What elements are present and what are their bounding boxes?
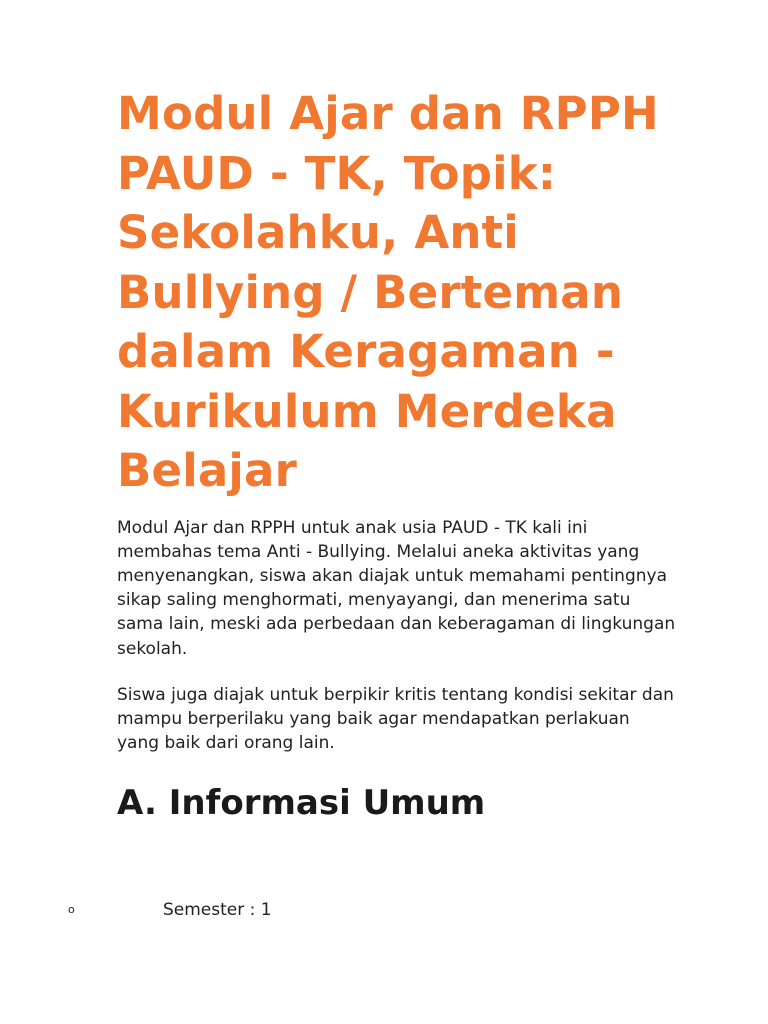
list-item-text: Semester : 1 [163,900,272,920]
intro-paragraph: Modul Ajar dan RPPH untuk anak usia PAUD - TK kali ini membahas tema Anti - Bullying. Melalui aneka aktivitas yang menyenangkan, siswa akan diajak untuk memahami pentingnya sikap saling menghormati, menyayangi, dan menerima satu sama lain, meski ada perbedaan dan keberagaman di lingkungan sekolah. [117,517,676,659]
section-heading: A. Informasi Umum [117,783,486,824]
list-item [0,898,768,922]
list-bullet: o [68,903,75,916]
document-title: Modul Ajar dan RPPH PAUD - TK, Topik: Sekolahku, Anti Bullying / Berteman dalam Keragaman - Kurikulum Merdeka Belajar [117,87,659,497]
second-paragraph: Siswa juga diajak untuk berpikir kritis tentang kondisi sekitar dan mampu berperilaku yang baik agar mendapatkan perlakuan yang baik dari orang lain. [117,684,674,754]
document-body [117,84,677,827]
